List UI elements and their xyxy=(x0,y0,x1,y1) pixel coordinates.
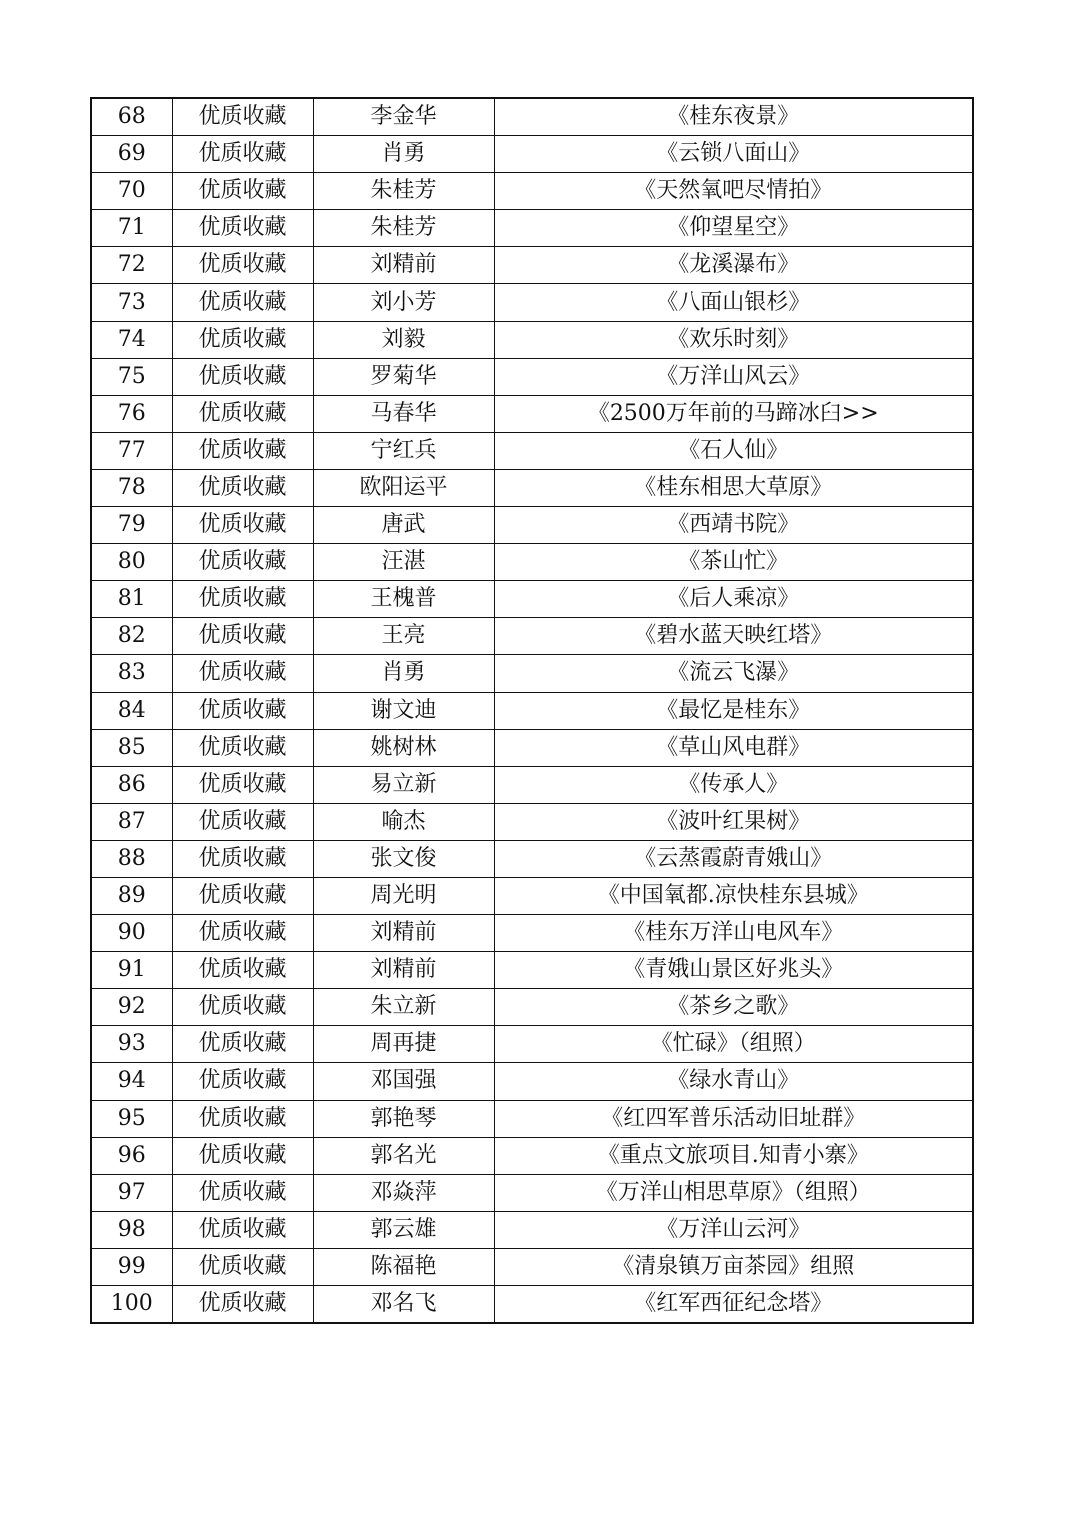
row-number-cell: 74 xyxy=(91,321,172,358)
row-number-cell: 90 xyxy=(91,915,172,952)
row-number-cell: 82 xyxy=(91,618,172,655)
award-category-cell: 优质收藏 xyxy=(172,877,313,914)
table-row xyxy=(91,1174,973,1211)
award-category-cell: 优质收藏 xyxy=(172,729,313,766)
table-row xyxy=(91,803,973,840)
table-row xyxy=(91,1248,973,1285)
award-category-cell: 优质收藏 xyxy=(172,915,313,952)
row-number-cell: 73 xyxy=(91,284,172,321)
table-row xyxy=(91,469,973,506)
row-number-cell: 95 xyxy=(91,1100,172,1137)
author-name-cell: 朱桂芳 xyxy=(313,210,494,247)
author-name-cell: 郭名光 xyxy=(313,1137,494,1174)
work-title-cell: 《龙溪瀑布》 xyxy=(494,247,973,284)
table-row xyxy=(91,395,973,432)
author-name-cell: 欧阳运平 xyxy=(313,469,494,506)
award-category-cell: 优质收藏 xyxy=(172,247,313,284)
author-name-cell: 刘毅 xyxy=(313,321,494,358)
author-name-cell: 马春华 xyxy=(313,395,494,432)
author-name-cell: 李金华 xyxy=(313,98,494,136)
work-title-cell: 《忙碌》（组照） xyxy=(494,1026,973,1063)
work-title-cell: 《碧水蓝天映红塔》 xyxy=(494,618,973,655)
row-number-cell: 81 xyxy=(91,581,172,618)
work-title-cell: 《石人仙》 xyxy=(494,432,973,469)
work-title-cell: 《天然氧吧尽情拍》 xyxy=(494,173,973,210)
row-number-cell: 89 xyxy=(91,877,172,914)
work-title-cell: 《云锁八面山》 xyxy=(494,136,973,173)
author-name-cell: 周光明 xyxy=(313,877,494,914)
work-title-cell: 《清泉镇万亩茶园》组照 xyxy=(494,1248,973,1285)
row-number-cell: 85 xyxy=(91,729,172,766)
work-title-cell: 《仰望星空》 xyxy=(494,210,973,247)
author-name-cell: 刘精前 xyxy=(313,915,494,952)
award-category-cell: 优质收藏 xyxy=(172,136,313,173)
award-category-cell: 优质收藏 xyxy=(172,952,313,989)
row-number-cell: 83 xyxy=(91,655,172,692)
table-row xyxy=(91,173,973,210)
author-name-cell: 唐武 xyxy=(313,507,494,544)
table-row xyxy=(91,692,973,729)
work-title-cell: 《桂东夜景》 xyxy=(494,98,973,136)
author-name-cell: 郭云雄 xyxy=(313,1211,494,1248)
author-name-cell: 汪湛 xyxy=(313,544,494,581)
award-category-cell: 优质收藏 xyxy=(172,618,313,655)
row-number-cell: 97 xyxy=(91,1174,172,1211)
work-title-cell: 《波叶红果树》 xyxy=(494,803,973,840)
work-title-cell: 《中国氧都.凉快桂东县城》 xyxy=(494,877,973,914)
table-row xyxy=(91,729,973,766)
work-title-cell: 《桂东万洋山电风车》 xyxy=(494,915,973,952)
work-title-cell: 《最忆是桂东》 xyxy=(494,692,973,729)
author-name-cell: 张文俊 xyxy=(313,840,494,877)
table-row xyxy=(91,581,973,618)
table-row xyxy=(91,877,973,914)
award-category-cell: 优质收藏 xyxy=(172,1286,313,1324)
work-title-cell: 《红四军普乐活动旧址群》 xyxy=(494,1100,973,1137)
row-number-cell: 78 xyxy=(91,469,172,506)
table-row xyxy=(91,358,973,395)
award-list-table xyxy=(90,97,974,1324)
row-number-cell: 75 xyxy=(91,358,172,395)
row-number-cell: 91 xyxy=(91,952,172,989)
work-title-cell: 《万洋山云河》 xyxy=(494,1211,973,1248)
author-name-cell: 刘小芳 xyxy=(313,284,494,321)
award-category-cell: 优质收藏 xyxy=(172,803,313,840)
work-title-cell: 《茶乡之歌》 xyxy=(494,989,973,1026)
work-title-cell: 《重点文旅项目.知青小寨》 xyxy=(494,1137,973,1174)
author-name-cell: 朱立新 xyxy=(313,989,494,1026)
table-row xyxy=(91,1063,973,1100)
table-row xyxy=(91,618,973,655)
author-name-cell: 邓焱萍 xyxy=(313,1174,494,1211)
row-number-cell: 96 xyxy=(91,1137,172,1174)
award-category-cell: 优质收藏 xyxy=(172,1211,313,1248)
table-row xyxy=(91,1026,973,1063)
author-name-cell: 易立新 xyxy=(313,766,494,803)
table-row xyxy=(91,98,973,136)
work-title-cell: 《欢乐时刻》 xyxy=(494,321,973,358)
table-row xyxy=(91,952,973,989)
award-category-cell: 优质收藏 xyxy=(172,284,313,321)
table-row xyxy=(91,136,973,173)
award-category-cell: 优质收藏 xyxy=(172,1026,313,1063)
work-title-cell: 《西靖书院》 xyxy=(494,507,973,544)
row-number-cell: 88 xyxy=(91,840,172,877)
table-row xyxy=(91,507,973,544)
author-name-cell: 姚树林 xyxy=(313,729,494,766)
author-name-cell: 肖勇 xyxy=(313,655,494,692)
table-row xyxy=(91,1137,973,1174)
work-title-cell: 《2500万年前的马蹄冰臼>> xyxy=(494,395,973,432)
work-title-cell: 《草山风电群》 xyxy=(494,729,973,766)
award-category-cell: 优质收藏 xyxy=(172,989,313,1026)
work-title-cell: 《青娥山景区好兆头》 xyxy=(494,952,973,989)
row-number-cell: 84 xyxy=(91,692,172,729)
award-category-cell: 优质收藏 xyxy=(172,1063,313,1100)
author-name-cell: 王亮 xyxy=(313,618,494,655)
award-category-cell: 优质收藏 xyxy=(172,469,313,506)
work-title-cell: 《绿水青山》 xyxy=(494,1063,973,1100)
row-number-cell: 92 xyxy=(91,989,172,1026)
award-category-cell: 优质收藏 xyxy=(172,358,313,395)
row-number-cell: 71 xyxy=(91,210,172,247)
row-number-cell: 86 xyxy=(91,766,172,803)
work-title-cell: 《后人乘凉》 xyxy=(494,581,973,618)
award-category-cell: 优质收藏 xyxy=(172,766,313,803)
award-category-cell: 优质收藏 xyxy=(172,432,313,469)
row-number-cell: 69 xyxy=(91,136,172,173)
table-row xyxy=(91,284,973,321)
award-category-cell: 优质收藏 xyxy=(172,581,313,618)
author-name-cell: 肖勇 xyxy=(313,136,494,173)
row-number-cell: 87 xyxy=(91,803,172,840)
author-name-cell: 朱桂芳 xyxy=(313,173,494,210)
table-row xyxy=(91,989,973,1026)
work-title-cell: 《茶山忙》 xyxy=(494,544,973,581)
row-number-cell: 80 xyxy=(91,544,172,581)
author-name-cell: 郭艳琴 xyxy=(313,1100,494,1137)
work-title-cell: 《传承人》 xyxy=(494,766,973,803)
table-row xyxy=(91,1100,973,1137)
row-number-cell: 98 xyxy=(91,1211,172,1248)
award-category-cell: 优质收藏 xyxy=(172,1100,313,1137)
table-row xyxy=(91,655,973,692)
award-category-cell: 优质收藏 xyxy=(172,507,313,544)
award-category-cell: 优质收藏 xyxy=(172,544,313,581)
table-row xyxy=(91,432,973,469)
row-number-cell: 76 xyxy=(91,395,172,432)
author-name-cell: 邓名飞 xyxy=(313,1286,494,1324)
award-list-body xyxy=(91,98,973,1323)
row-number-cell: 77 xyxy=(91,432,172,469)
work-title-cell: 《万洋山相思草原》（组照） xyxy=(494,1174,973,1211)
author-name-cell: 周再捷 xyxy=(313,1026,494,1063)
work-title-cell: 《红军西征纪念塔》 xyxy=(494,1286,973,1324)
author-name-cell: 罗菊华 xyxy=(313,358,494,395)
award-category-cell: 优质收藏 xyxy=(172,840,313,877)
author-name-cell: 陈福艳 xyxy=(313,1248,494,1285)
row-number-cell: 99 xyxy=(91,1248,172,1285)
work-title-cell: 《桂东相思大草原》 xyxy=(494,469,973,506)
table-row xyxy=(91,247,973,284)
author-name-cell: 喻杰 xyxy=(313,803,494,840)
row-number-cell: 68 xyxy=(91,98,172,136)
row-number-cell: 70 xyxy=(91,173,172,210)
award-category-cell: 优质收藏 xyxy=(172,395,313,432)
award-category-cell: 优质收藏 xyxy=(172,173,313,210)
work-title-cell: 《流云飞瀑》 xyxy=(494,655,973,692)
table-row xyxy=(91,321,973,358)
table-row xyxy=(91,840,973,877)
row-number-cell: 72 xyxy=(91,247,172,284)
award-category-cell: 优质收藏 xyxy=(172,1248,313,1285)
row-number-cell: 94 xyxy=(91,1063,172,1100)
award-category-cell: 优质收藏 xyxy=(172,210,313,247)
table-row xyxy=(91,1211,973,1248)
table-row xyxy=(91,210,973,247)
work-title-cell: 《云蒸霞蔚青娥山》 xyxy=(494,840,973,877)
table-row xyxy=(91,1286,973,1324)
table-row xyxy=(91,544,973,581)
work-title-cell: 《万洋山风云》 xyxy=(494,358,973,395)
award-category-cell: 优质收藏 xyxy=(172,1174,313,1211)
author-name-cell: 宁红兵 xyxy=(313,432,494,469)
row-number-cell: 79 xyxy=(91,507,172,544)
table-row xyxy=(91,915,973,952)
award-category-cell: 优质收藏 xyxy=(172,692,313,729)
row-number-cell: 100 xyxy=(91,1286,172,1324)
work-title-cell: 《八面山银杉》 xyxy=(494,284,973,321)
table-row xyxy=(91,766,973,803)
award-category-cell: 优质收藏 xyxy=(172,98,313,136)
author-name-cell: 王槐普 xyxy=(313,581,494,618)
author-name-cell: 刘精前 xyxy=(313,247,494,284)
author-name-cell: 邓国强 xyxy=(313,1063,494,1100)
award-category-cell: 优质收藏 xyxy=(172,321,313,358)
author-name-cell: 刘精前 xyxy=(313,952,494,989)
award-category-cell: 优质收藏 xyxy=(172,655,313,692)
award-category-cell: 优质收藏 xyxy=(172,1137,313,1174)
row-number-cell: 93 xyxy=(91,1026,172,1063)
author-name-cell: 谢文迪 xyxy=(313,692,494,729)
